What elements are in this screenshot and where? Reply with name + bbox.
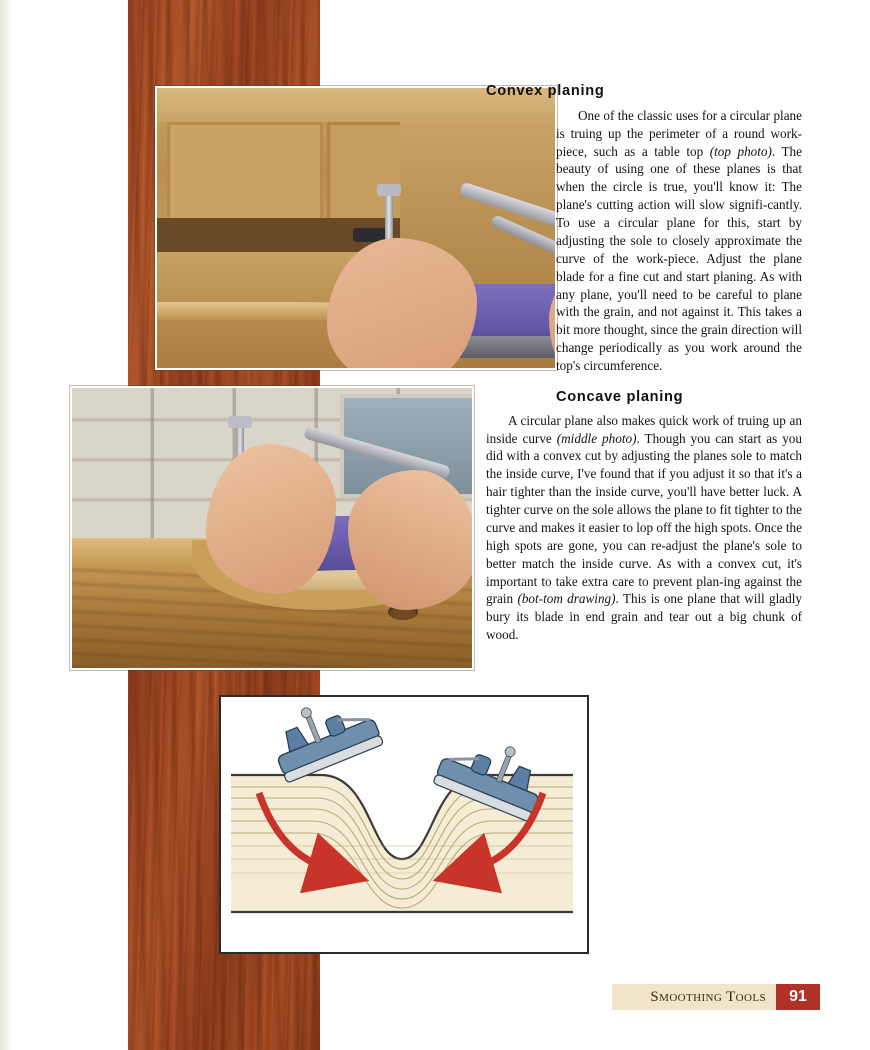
figure-ref-bottom-drawing: (bot-tom drawing) [517,591,616,607]
footer-chapter-label: Smoothing Tools [612,984,776,1010]
hand-left [327,238,477,370]
concave-planing-diagram [221,697,583,948]
page-number: 91 [776,984,820,1010]
middle-photo-scene [72,388,472,668]
plane-adjuster-nut [228,416,252,428]
page-footer [612,984,820,1010]
page-left-margin [0,0,12,1050]
paragraph-concave [486,412,802,644]
text-wrap-spacer-top [486,107,556,403]
paragraph-convex [486,107,802,375]
hand-left [206,444,336,594]
article-body [486,82,802,644]
paragraph-concave-text: A circular plane also makes quick work of truing up an inside curve [486,412,802,446]
figure-middle-photo [70,386,474,670]
figure-ref-top-photo: (top photo) [709,143,772,159]
figure-ref-middle-photo: (middle photo) [556,430,637,446]
paragraph-convex-text: One of the classic uses for a circular plane is truing up the perimeter of a round work-piece, such as a table top [556,107,802,159]
section-concave [486,388,802,644]
cabinet-panel-left [167,122,323,224]
figure-bottom-drawing [219,695,589,954]
paragraph-concave-text-2: . Though you can start as you did with a convex cut by adjusting the planes sole to match the inside curve, I've found that if you adjust it so that it's a hair tighter than the inside curve, you'll have better luck. A tighter curve on the sole allows the plane to fit tighter to the curve and makes it easier to lop off the high spots. Once the high spots are gone, you can re-adjust the plane's sole to better match the inside curve. As with a convex cut, it's important to take extra care to prevent plan-ing against the grain [486,430,802,607]
section-heading-convex: Convex planing [486,83,605,99]
paragraph-concave-text-3: . This is one plane that will gladly bury its blade in end grain and tear out a big chunk of wood. [486,591,802,643]
hand-right [348,470,474,610]
section-heading-concave: Concave planing [556,388,684,405]
plane-adjuster-nut [377,184,401,196]
paragraph-convex-text-2: . The beauty of using one of these planes is that when the circle is true, you'll know it: The plane's cutting action will slow signifi-cantly. To use a circular plane for this, start by adjusting the sole to closely approximate the curve of the work-piece. Adjust the plane blade for a fine cut and start planing. As with any plane, you'll need to be careful to plane with the grain, and not against it. This takes a bit more thought, since the grain direction will change periodically as you work around the top's circumference. [556,143,803,374]
